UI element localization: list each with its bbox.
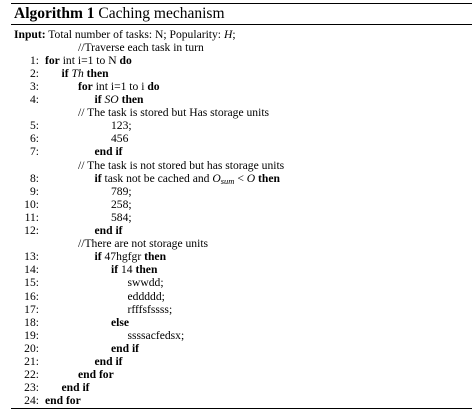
line-number: 22: (24, 368, 39, 382)
math-symbol: sum (220, 175, 235, 186)
keyword: if (94, 250, 102, 264)
line-number: 7: (29, 145, 39, 159)
keyword: then (144, 250, 167, 264)
line-text (111, 211, 132, 224)
line-number: 8: (29, 171, 39, 185)
line-fragment: task not be cached and (101, 171, 213, 185)
line-text (78, 368, 114, 381)
line-number: 10: (24, 197, 39, 211)
line-text (111, 132, 128, 145)
line-text (78, 80, 160, 93)
line-fragment: // The task is not stored but has storage units (78, 158, 285, 172)
line-text (45, 394, 81, 407)
line-number: 2: (29, 66, 39, 80)
line-text (78, 159, 284, 172)
line-number: 21: (24, 355, 39, 368)
line-fragment: < (234, 171, 247, 185)
line-text (111, 119, 132, 132)
line-text (111, 198, 132, 211)
line-number: 14: (24, 263, 39, 277)
line-number: 11: (24, 210, 39, 224)
line-number: 15: (24, 276, 39, 290)
keyword: then (121, 93, 144, 106)
line-text (95, 145, 123, 158)
line-number: 17: (24, 302, 39, 316)
line-text (111, 263, 157, 276)
keyword: do (119, 53, 132, 67)
line-text (78, 237, 208, 250)
line-number: 19: (24, 328, 39, 342)
line-text (128, 329, 185, 342)
line-number: 3: (29, 79, 39, 93)
line-number: 18: (24, 315, 39, 329)
line-number: 12: (24, 224, 39, 237)
keyword: if (61, 66, 69, 80)
line-number: 23: (24, 381, 39, 395)
keyword: then (86, 66, 109, 80)
keyword: end if (94, 145, 123, 159)
math-symbol: O (246, 171, 256, 185)
line-fragment: // The task is stored but Has storage units (78, 106, 270, 120)
line-fragment: 47hgfgr (101, 250, 145, 264)
keyword: end for (45, 394, 81, 408)
input-variable: H (223, 27, 233, 41)
line-text (128, 303, 173, 316)
line-fragment: 123; (111, 119, 132, 133)
line-number: 16: (24, 289, 39, 303)
algorithm-block (11, 3, 472, 413)
keyword: end if (94, 224, 123, 237)
line-fragment: 456 (111, 132, 129, 146)
line-fragment: ssssacfedsx; (127, 328, 185, 342)
line-text (95, 93, 144, 106)
keyword: then (258, 171, 280, 185)
line-text (62, 67, 109, 80)
line-number: 13: (24, 250, 39, 264)
input-text-suffix: ; (232, 27, 236, 41)
line-fragment: swwdd; (127, 276, 164, 290)
line-number: 1: (29, 53, 39, 67)
line-fragment: //There are not storage units (78, 237, 209, 251)
line-text (111, 316, 129, 329)
math-symbol: Th (71, 66, 84, 80)
line-text (128, 276, 164, 289)
line-fragment: 789; (111, 184, 132, 198)
line-number: 4: (29, 93, 39, 106)
algorithm-title: Caching mechanism (98, 5, 225, 22)
keyword: if (111, 263, 119, 277)
line-fragment: eddddd; (127, 289, 165, 303)
keyword: end for (78, 368, 114, 382)
input-label: Input: (14, 27, 46, 41)
line-text (111, 342, 139, 355)
line-fragment: 258; (111, 197, 132, 211)
algorithm-caption (14, 6, 225, 22)
line-number: 6: (29, 132, 39, 146)
math-symbol: SO (104, 93, 119, 106)
line-fragment: //Traverse each task in turn (78, 40, 204, 54)
line-fragment: int i=1 to N (59, 53, 120, 67)
line-number: 20: (24, 341, 39, 355)
line-text (62, 381, 90, 394)
bottom-rule (11, 408, 472, 409)
line-text (78, 106, 269, 119)
line-number: 24: (24, 394, 39, 408)
keyword: do (147, 79, 160, 93)
line-text (78, 41, 204, 54)
line-fragment: 14 (118, 263, 136, 277)
keyword: if (94, 93, 102, 106)
keyword: for (78, 79, 93, 93)
line-number: 5: (29, 119, 39, 133)
keyword: then (135, 263, 158, 277)
math-symbol: O (212, 171, 221, 185)
input-text-prefix: Total number of tasks: N; Popularity: (48, 27, 224, 41)
keyword: if (94, 171, 102, 185)
keyword: for (45, 53, 60, 67)
line-fragment: 584; (111, 210, 132, 224)
keyword: end if (61, 381, 90, 395)
line-text (95, 355, 123, 368)
keyword: end if (111, 341, 140, 355)
line-fragment: int i=1 to i (92, 79, 148, 93)
line-text (45, 54, 132, 67)
line-fragment: rfffsfssss; (127, 302, 173, 316)
line-text (95, 250, 167, 263)
caption-rule (11, 24, 472, 25)
line-text (95, 224, 123, 237)
keyword: end if (94, 355, 123, 368)
line-number: 9: (29, 184, 39, 198)
line-text (111, 185, 132, 198)
keyword: else (111, 315, 130, 329)
algorithm-label: Algorithm 1 (14, 5, 95, 22)
line-text (128, 290, 165, 303)
